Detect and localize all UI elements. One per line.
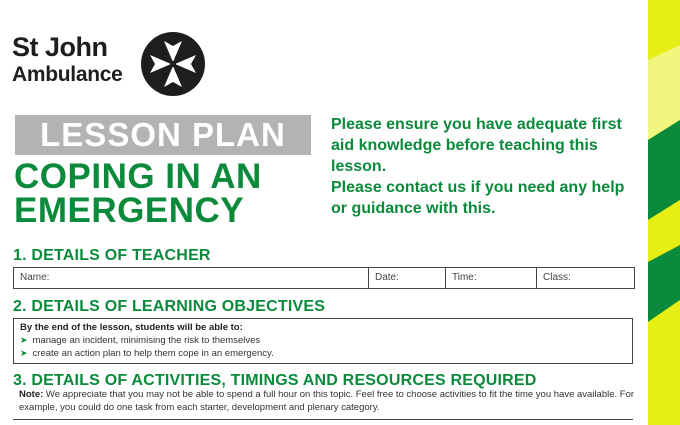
decorative-stripe [648,0,680,425]
section-activities-title: 3. DETAILS OF ACTIVITIES, TIMINGS AND RESOURCES REQUIRED [13,372,537,389]
time-field[interactable]: Time: [446,268,537,288]
notice-line-2: Please contact us if you need any help or guidance with this. [331,179,625,217]
note-label: Note: [19,389,44,400]
note-text: We appreciate that you may not be able to spend a full hour on this topic. Feel free to choose activities to fit the time you have available. For example, you could do one task from each starter, development and plenary category. [19,389,635,413]
objective-text: create an action plan to help them cope in an emergency. [32,348,274,359]
maltese-cross-icon [140,31,206,97]
objectives-box [13,318,633,364]
section-teacher-title: 1. DETAILS OF TEACHER [13,247,211,264]
page-title [14,157,314,230]
list-item [20,347,626,360]
title-line-2: EMERGENCY [14,191,245,230]
list-item [20,334,626,347]
title-line-1: COPING IN AN [14,157,262,196]
lesson-plan-tag: LESSON PLAN [15,115,311,155]
arrow-right-icon: ➤ [20,335,28,345]
notice-box [331,114,636,219]
logo-wordmark [12,34,123,88]
objectives-intro: By the end of the lesson, students will be able to: [20,322,243,333]
teacher-details-table [13,267,635,289]
logo-line-2: Ambulance [12,63,123,86]
class-field[interactable]: Class: [543,272,571,283]
name-field[interactable]: Name: [14,268,369,288]
notice-line-1: Please ensure you have adequate first aid knowledge before teaching this lesson. [331,116,622,175]
logo-line-1: St John [12,32,108,62]
divider [13,419,633,420]
section-objectives-title: 2. DETAILS OF LEARNING OBJECTIVES [13,298,326,315]
date-field[interactable]: Date: [369,268,446,288]
activities-note [19,389,639,414]
arrow-right-icon: ➤ [20,348,28,358]
objective-text: manage an incident, minimising the risk to themselves [32,335,261,346]
